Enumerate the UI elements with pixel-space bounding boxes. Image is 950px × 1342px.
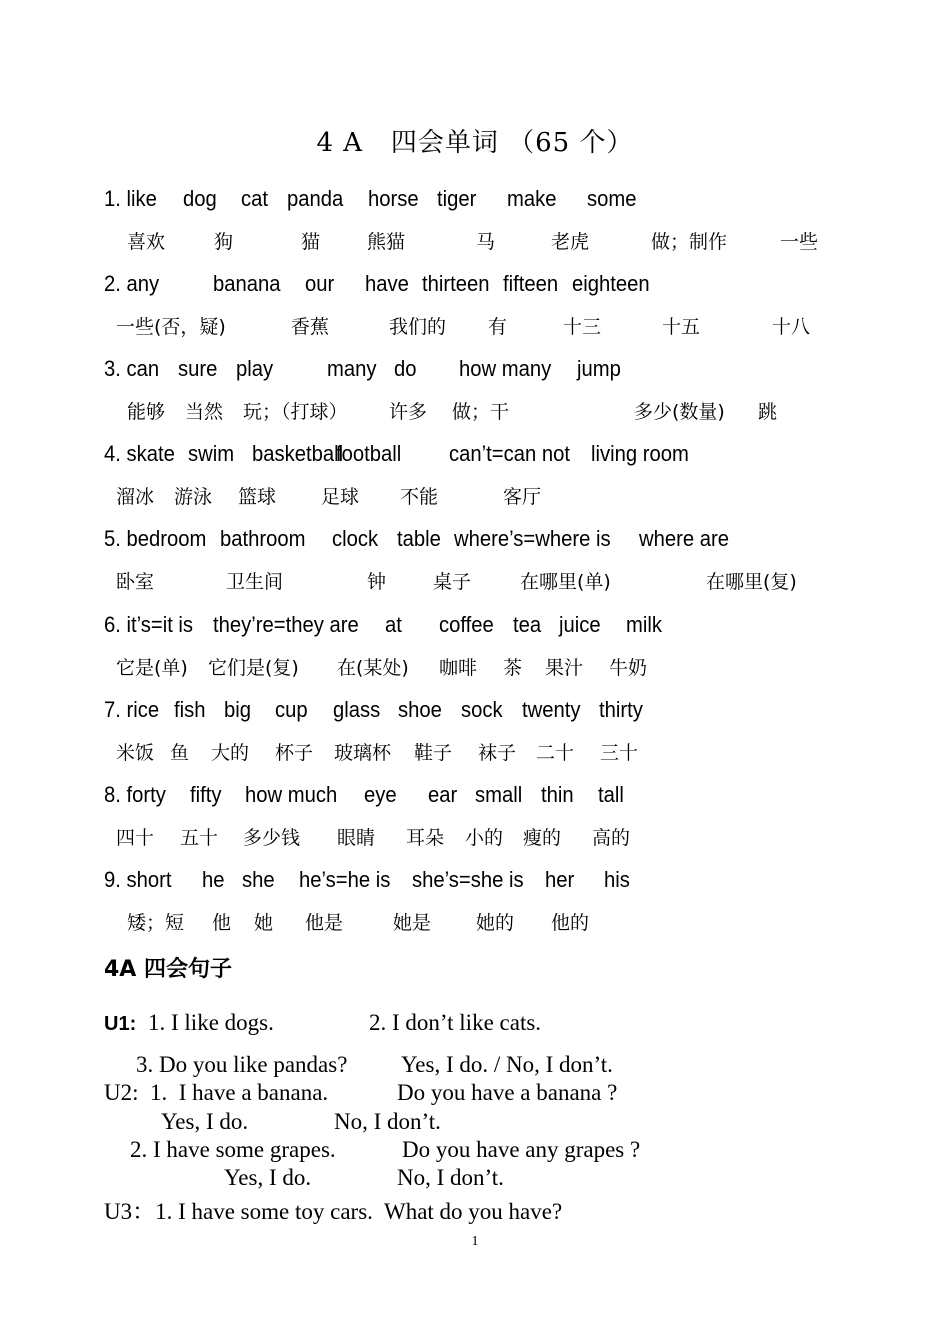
vocab-word-english: twenty bbox=[522, 697, 581, 722]
vocab-word-chinese: 米饭 bbox=[116, 742, 155, 764]
vocab-word-chinese: 他的 bbox=[551, 912, 590, 934]
vocab-row-chinese bbox=[0, 312, 950, 352]
vocab-word-chinese: 二十 bbox=[536, 742, 575, 764]
vocab-word-chinese: 马 bbox=[476, 231, 496, 253]
sentence-u1-3: 3. Do you like pandas? bbox=[136, 1052, 348, 1077]
vocab-word-chinese: 老虎 bbox=[551, 231, 590, 253]
vocab-word-chinese: 在哪里(单) bbox=[520, 571, 611, 593]
vocab-word-chinese: 鱼 bbox=[170, 742, 190, 764]
vocab-word-chinese: 钟 bbox=[367, 571, 387, 593]
vocab-word-english: how much bbox=[245, 782, 338, 807]
vocab-word-chinese: 做；干 bbox=[452, 401, 510, 423]
vocab-word-chinese: 不能 bbox=[400, 486, 439, 508]
vocab-word-english: she bbox=[242, 867, 275, 892]
sentence-u2-2-yes: Yes, I do. bbox=[224, 1165, 312, 1190]
vocab-word-chinese: 十八 bbox=[772, 316, 811, 338]
vocab-word-english: glass bbox=[333, 697, 381, 722]
vocab-word-english: at bbox=[385, 612, 402, 637]
vocab-word-english: eye bbox=[364, 782, 397, 807]
vocab-row-chinese bbox=[0, 653, 950, 693]
vocab-word-english: clock bbox=[332, 526, 379, 551]
vocab-row-chinese bbox=[0, 227, 950, 267]
vocab-word-chinese: 牛奶 bbox=[609, 657, 648, 679]
vocab-row-english bbox=[0, 441, 950, 481]
vocab-word-chinese: 多少(数量) bbox=[634, 401, 725, 423]
vocab-word-chinese: 小的 bbox=[465, 827, 504, 849]
vocab-word-english: cat bbox=[241, 186, 269, 211]
vocab-word-english: can’t=can not bbox=[449, 441, 570, 466]
page-number: 1 bbox=[471, 1234, 479, 1249]
page-title: 4 A 四会单词 （65 个） bbox=[316, 128, 634, 158]
vocab-word-chinese: 十五 bbox=[662, 316, 701, 338]
vocab-row-english bbox=[0, 867, 950, 907]
vocab-word-english: coffee bbox=[439, 612, 494, 637]
vocab-word-english: 6. it’s=it is bbox=[104, 612, 194, 637]
vocab-word-chinese: 她 bbox=[254, 912, 274, 934]
sentence-u2-1-question: Do you have a banana ? bbox=[397, 1080, 618, 1105]
vocab-word-chinese: 咖啡 bbox=[439, 657, 478, 679]
vocab-row-english bbox=[0, 356, 950, 396]
vocab-word-english: how many bbox=[459, 356, 552, 381]
vocab-word-english: where’s=where is bbox=[454, 526, 611, 551]
vocab-word-english: fifteen bbox=[503, 271, 559, 296]
vocab-word-chinese: 它是(单) bbox=[116, 657, 188, 679]
vocab-word-english: have bbox=[365, 271, 409, 296]
vocab-row-chinese bbox=[0, 823, 950, 863]
vocab-word-english: shoe bbox=[398, 697, 442, 722]
vocab-word-chinese: 许多 bbox=[389, 401, 428, 423]
vocab-word-english: thirty bbox=[599, 697, 643, 722]
vocab-word-chinese: 杯子 bbox=[275, 742, 314, 764]
vocab-word-chinese: 玩；（打球） bbox=[243, 401, 348, 423]
sentence-u2-1: U2: 1. I have a banana. bbox=[104, 1080, 329, 1105]
vocab-word-chinese: 多少钱 bbox=[243, 827, 301, 849]
vocab-word-english: ear bbox=[428, 782, 458, 807]
vocab-word-english: thin bbox=[541, 782, 574, 807]
vocab-word-chinese: 果汁 bbox=[545, 657, 584, 679]
vocab-word-english: football bbox=[336, 441, 402, 466]
vocab-word-english: juice bbox=[559, 612, 601, 637]
vocab-word-chinese: 溜冰 bbox=[116, 486, 155, 508]
vocab-row-chinese bbox=[0, 397, 950, 437]
vocab-word-chinese: 五十 bbox=[180, 827, 219, 849]
vocab-word-chinese: 跳 bbox=[758, 401, 778, 423]
vocab-row-english bbox=[0, 186, 950, 226]
vocab-word-english: her bbox=[545, 867, 575, 892]
vocab-word-english: small bbox=[475, 782, 523, 807]
vocab-word-english: they’re=they are bbox=[213, 612, 359, 637]
vocab-word-english: bathroom bbox=[220, 526, 306, 551]
vocab-word-chinese: 做；制作 bbox=[651, 231, 728, 253]
vocab-word-english: eighteen bbox=[572, 271, 650, 296]
vocab-word-chinese: 他是 bbox=[305, 912, 344, 934]
vocab-word-english: 2. any bbox=[104, 271, 160, 296]
vocab-word-english: 7. rice bbox=[104, 697, 160, 722]
sentence-u2-2: 2. I have some grapes. bbox=[130, 1137, 336, 1162]
vocab-word-chinese: 它们是(复) bbox=[208, 657, 299, 679]
vocab-word-chinese: 矮；短 bbox=[127, 912, 185, 934]
vocab-row-chinese bbox=[0, 567, 950, 607]
sentence-u1-3-answer: Yes, I do. / No, I don’t. bbox=[401, 1052, 613, 1077]
vocab-word-english: basketball bbox=[252, 441, 344, 466]
vocab-word-english: 8. forty bbox=[104, 782, 166, 807]
vocab-word-english: horse bbox=[368, 186, 419, 211]
vocab-word-english: panda bbox=[287, 186, 344, 211]
vocab-row-english bbox=[0, 697, 950, 737]
vocab-word-chinese: 一些 bbox=[780, 231, 819, 253]
vocab-word-english: our bbox=[305, 271, 335, 296]
vocab-word-english: fish bbox=[174, 697, 206, 722]
vocab-word-english: sock bbox=[461, 697, 503, 722]
vocab-word-english: some bbox=[587, 186, 637, 211]
vocab-word-english: he’s=he is bbox=[299, 867, 391, 892]
vocab-word-english: cup bbox=[275, 697, 308, 722]
vocab-word-chinese: 他 bbox=[212, 912, 232, 934]
vocab-word-english: fifty bbox=[190, 782, 222, 807]
vocab-word-chinese: 瘦的 bbox=[523, 827, 562, 849]
vocab-word-chinese: 茶 bbox=[503, 657, 523, 679]
sentence-u2-2-no: No, I don’t. bbox=[397, 1165, 504, 1190]
vocab-row-chinese bbox=[0, 738, 950, 778]
vocab-word-chinese: 游泳 bbox=[174, 486, 213, 508]
vocab-word-chinese: 在哪里(复) bbox=[706, 571, 797, 593]
vocab-word-english: 3. can bbox=[104, 356, 160, 381]
vocab-word-english: tiger bbox=[437, 186, 477, 211]
vocab-word-chinese: 桌子 bbox=[433, 571, 472, 593]
vocab-word-chinese: 狗 bbox=[214, 231, 234, 253]
vocab-word-chinese: 在(某处) bbox=[337, 657, 409, 679]
vocab-word-english: 1. like bbox=[104, 186, 157, 211]
sentence-u3-1: U3：1. I have some toy cars. What do you have? bbox=[104, 1199, 563, 1224]
vocab-word-chinese: 有 bbox=[488, 316, 508, 338]
sentence-u2-1-yes: Yes, I do. bbox=[161, 1109, 249, 1134]
vocab-word-chinese: 十三 bbox=[563, 316, 602, 338]
vocab-word-english: play bbox=[236, 356, 274, 381]
vocab-word-english: tall bbox=[598, 782, 624, 807]
vocab-word-english: milk bbox=[626, 612, 662, 637]
vocab-word-chinese: 客厅 bbox=[503, 486, 542, 508]
vocab-row-chinese bbox=[0, 482, 950, 522]
vocab-word-english: do bbox=[394, 356, 417, 381]
sentence-u1-2: 2. I don’t like cats. bbox=[369, 1010, 542, 1035]
vocab-word-chinese: 鞋子 bbox=[414, 742, 453, 764]
vocab-word-chinese: 一些(否，疑) bbox=[116, 316, 226, 338]
vocab-row-english bbox=[0, 526, 950, 566]
vocab-row-english bbox=[0, 782, 950, 822]
vocab-word-english: dog bbox=[183, 186, 217, 211]
sentences-section-title: 4A 四会句子 bbox=[104, 957, 232, 982]
vocab-word-english: where are bbox=[639, 526, 730, 551]
vocab-word-chinese: 猫 bbox=[301, 231, 321, 253]
sentence-u2-2-question: Do you have any grapes ? bbox=[402, 1137, 641, 1162]
vocab-word-english: 4. skate bbox=[104, 441, 175, 466]
vocab-word-chinese: 熊猫 bbox=[367, 231, 406, 253]
vocab-word-english: table bbox=[397, 526, 441, 551]
vocab-word-chinese: 能够 bbox=[127, 401, 166, 423]
vocab-word-chinese: 当然 bbox=[185, 401, 224, 423]
vocab-word-chinese: 卧室 bbox=[116, 571, 155, 593]
vocab-word-english: thirteen bbox=[422, 271, 490, 296]
vocab-word-chinese: 大的 bbox=[211, 742, 250, 764]
vocab-word-chinese: 高的 bbox=[592, 827, 631, 849]
unit-label-u1: U1: bbox=[104, 1013, 137, 1035]
vocab-word-english: living room bbox=[591, 441, 689, 466]
vocab-word-chinese: 足球 bbox=[321, 486, 360, 508]
vocab-word-english: make bbox=[507, 186, 557, 211]
vocab-word-chinese: 三十 bbox=[600, 742, 639, 764]
vocab-word-english: 5. bedroom bbox=[104, 526, 207, 551]
vocab-word-chinese: 四十 bbox=[116, 827, 155, 849]
vocab-word-chinese: 卫生间 bbox=[226, 571, 284, 593]
vocab-word-chinese: 袜子 bbox=[478, 742, 517, 764]
vocab-row-english bbox=[0, 612, 950, 652]
vocab-word-english: he bbox=[202, 867, 225, 892]
vocab-word-chinese: 眼睛 bbox=[337, 827, 376, 849]
vocab-word-chinese: 喜欢 bbox=[127, 231, 166, 253]
vocab-word-english: tea bbox=[513, 612, 542, 637]
vocab-word-english: his bbox=[604, 867, 630, 892]
vocab-word-chinese: 香蕉 bbox=[291, 316, 330, 338]
vocab-word-english: sure bbox=[178, 356, 218, 381]
vocab-row-english bbox=[0, 271, 950, 311]
sentence-u1-1: 1. I like dogs. bbox=[148, 1010, 274, 1035]
vocab-word-english: many bbox=[327, 356, 377, 381]
vocab-word-chinese: 她是 bbox=[393, 912, 432, 934]
vocab-word-chinese: 篮球 bbox=[238, 486, 277, 508]
sentence-u2-1-no: No, I don’t. bbox=[334, 1109, 441, 1134]
vocab-word-chinese: 玻璃杯 bbox=[334, 742, 392, 764]
vocab-word-english: she’s=she is bbox=[412, 867, 524, 892]
vocab-word-english: jump bbox=[577, 356, 621, 381]
vocab-word-chinese: 她的 bbox=[476, 912, 515, 934]
vocab-word-chinese: 我们的 bbox=[389, 316, 447, 338]
vocab-word-english: swim bbox=[188, 441, 235, 466]
vocab-word-english: 9. short bbox=[104, 867, 172, 892]
vocab-row-chinese bbox=[0, 908, 950, 948]
vocab-word-english: big bbox=[224, 697, 252, 722]
vocab-word-chinese: 耳朵 bbox=[406, 827, 445, 849]
vocab-word-english: banana bbox=[213, 271, 281, 296]
